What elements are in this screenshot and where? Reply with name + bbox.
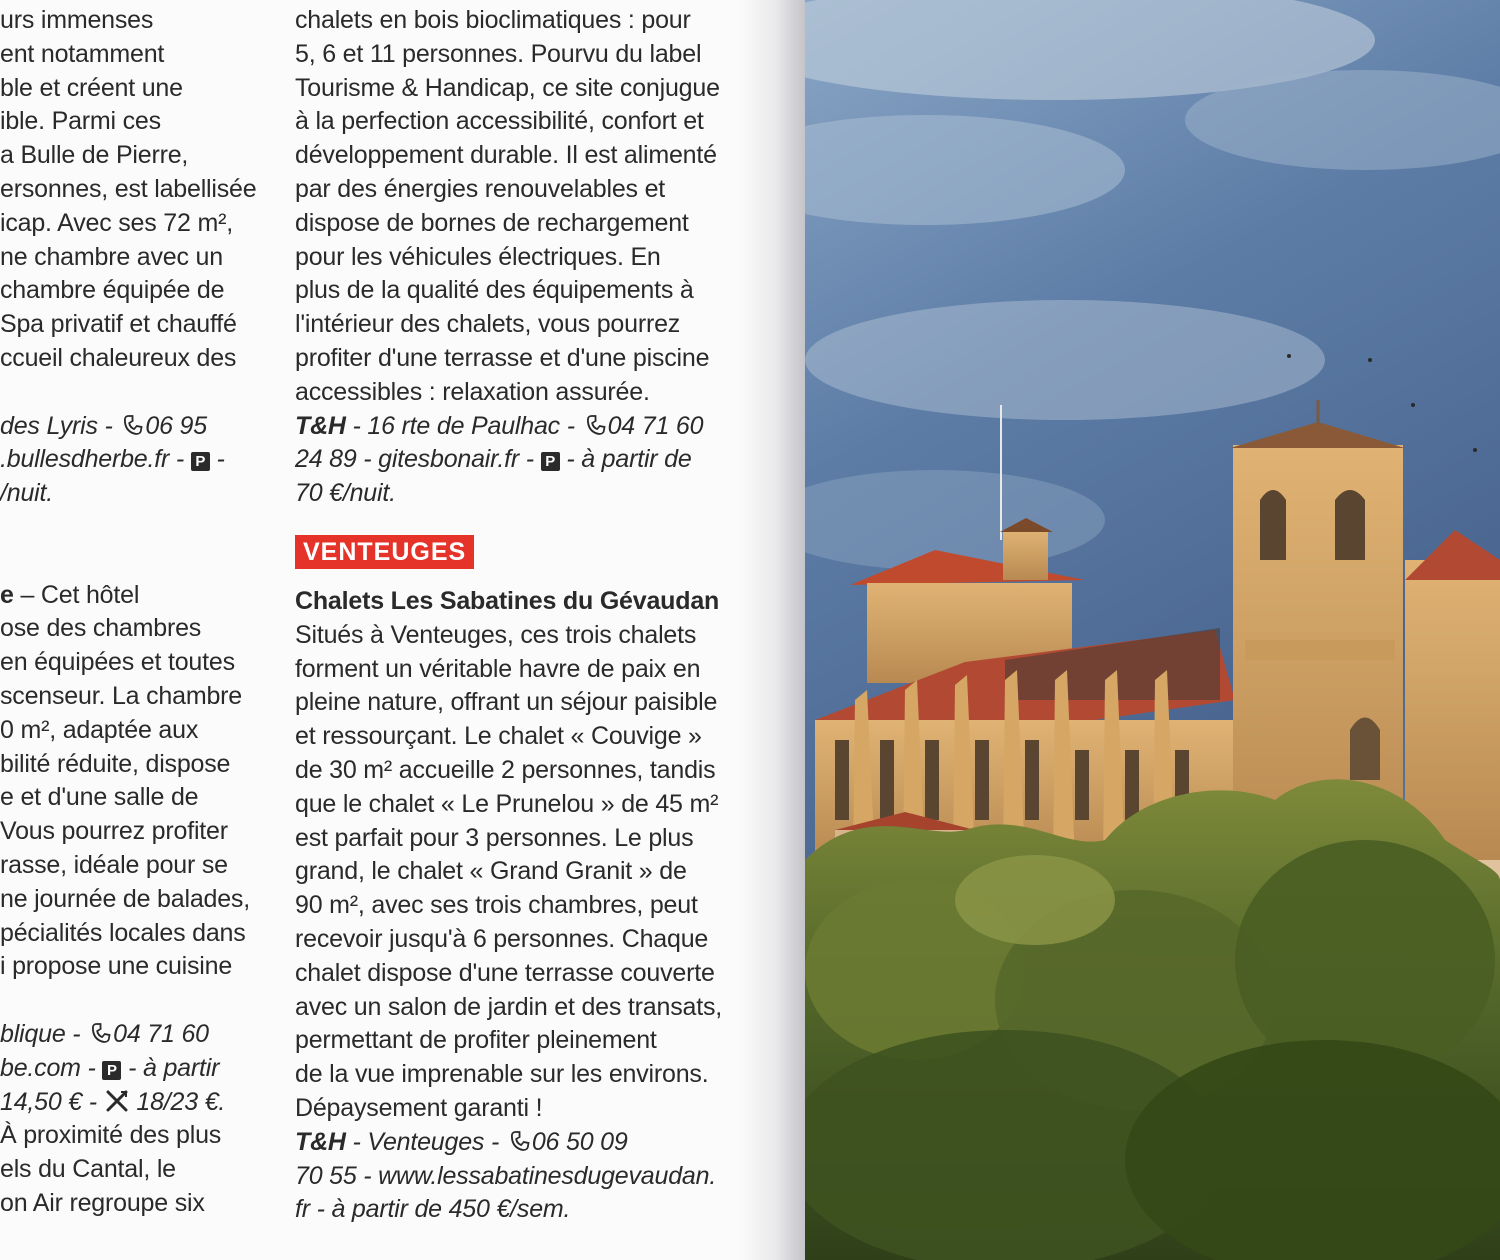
left-text-column xyxy=(0,4,270,1221)
text-line: Vous pourrez profiter xyxy=(0,817,228,846)
website-text: 24 89 - gitesbonair.fr - xyxy=(295,445,541,474)
text-line: rasse, idéale pour se xyxy=(0,850,228,879)
website-text: be.com - xyxy=(0,1053,103,1082)
text-line: ble et créent une xyxy=(0,73,183,102)
section-heading-wrap xyxy=(295,531,755,585)
price-line: fr - à partir de 450 €/sem. xyxy=(295,1195,571,1224)
tower-ledge xyxy=(1245,640,1395,660)
text-line: que le chalet « Le Prunelou » de 45 m² xyxy=(295,789,719,818)
phone-number: 06 95 xyxy=(145,411,207,440)
text-line: scenseur. La chambre xyxy=(0,681,242,710)
text-line: et ressourçant. Le chalet « Couvige » xyxy=(295,722,702,751)
parking-icon: P xyxy=(541,452,560,471)
text-line: Dépaysement garanti ! xyxy=(295,1093,543,1122)
contact-text: des Lyris - xyxy=(0,411,120,440)
text-line: bilité réduite, dispose xyxy=(0,749,231,778)
text-line: pleine nature, offrant un séjour paisible xyxy=(295,688,718,717)
text-line: de 30 m² accueille 2 personnes, tandis xyxy=(295,755,716,784)
text-line: 5, 6 et 11 personnes. Pourvu du label xyxy=(295,39,702,68)
text-line: plus de la qualité des équipements à xyxy=(295,276,694,305)
text-line: ent notamment xyxy=(0,39,165,68)
phone-icon xyxy=(582,413,608,437)
contact-text: - à partir xyxy=(121,1053,220,1082)
text-line: icap. Avec ses 72 m², xyxy=(0,208,233,237)
fork-knife-icon xyxy=(104,1089,130,1113)
photo-illustration xyxy=(805,0,1500,1260)
text-line: ne journée de balades, xyxy=(0,884,250,913)
price-line: 70 €/nuit. xyxy=(295,479,396,508)
belfry-window xyxy=(1260,490,1286,560)
text-line: ccueil chaleureux des xyxy=(0,343,237,372)
price-line: /nuit. xyxy=(0,479,53,508)
tree xyxy=(955,855,1115,945)
section-heading: VENTEUGES xyxy=(295,535,474,569)
cathedral-photo xyxy=(805,0,1500,1260)
contact-line xyxy=(295,410,755,444)
phone-icon xyxy=(506,1129,532,1153)
website-line: 70 55 - www.lessabatinesdugevaudan. xyxy=(295,1161,717,1190)
parking-icon: P xyxy=(191,452,210,471)
text-line: on Air regroupe six xyxy=(0,1188,205,1217)
text-line: els du Cantal, le xyxy=(0,1155,176,1184)
contact-line xyxy=(0,443,270,477)
phone-number: 04 71 60 xyxy=(113,1019,209,1048)
contact-line xyxy=(0,1052,270,1086)
text-line: grand, le chalet « Grand Granit » de xyxy=(295,857,687,886)
cloud xyxy=(805,300,1325,420)
phone-icon xyxy=(119,413,145,437)
transept-window xyxy=(1350,718,1380,781)
text-line: accessibles : relaxation assurée. xyxy=(295,377,650,406)
contact-text: - xyxy=(209,445,225,474)
website-text: .bullesdherbe.fr - xyxy=(0,445,191,474)
text-line: ne chambre avec un xyxy=(0,242,223,271)
text-line: chalets en bois bioclimatiques : pour xyxy=(295,6,691,34)
price-text: 18/23 €. xyxy=(129,1087,226,1116)
phone-number: 06 50 09 xyxy=(531,1127,628,1156)
parking-icon: P xyxy=(102,1061,121,1080)
price-line xyxy=(0,1086,270,1120)
right-text-column xyxy=(295,4,755,1227)
text-line: i propose une cuisine xyxy=(0,952,233,981)
text-line: pour les véhicules électriques. En xyxy=(295,242,661,271)
contact-line xyxy=(295,443,755,477)
price-text: - à partir de xyxy=(559,445,692,474)
text-line: de la vue imprenable sur les environs. xyxy=(295,1060,709,1089)
hotel-intro-line xyxy=(0,579,270,613)
label-th: T&H xyxy=(295,1127,346,1156)
text-line: est parfait pour 3 personnes. Le plus xyxy=(295,823,694,852)
hotel-name-fragment: e xyxy=(0,580,14,609)
contact-text: blique - xyxy=(0,1019,88,1048)
spacer xyxy=(0,511,270,545)
text-line: dispose de bornes de rechargement xyxy=(295,208,689,237)
text-line: Situés à Venteuges, ces trois chalets xyxy=(295,620,697,649)
text-line: profiter d'une terrasse et d'une piscine xyxy=(295,343,710,372)
text-line: pécialités locales dans xyxy=(0,918,246,947)
text-line: Tourisme & Handicap, ce site conjugue xyxy=(295,73,720,102)
text-line: à la perfection accessibilité, confort et xyxy=(295,107,704,136)
label-th: T&H xyxy=(295,411,346,440)
text-line: l'intérieur des chalets, vous pourrez xyxy=(295,310,681,339)
address-text: - 16 rte de Paulhac - xyxy=(345,411,582,440)
contact-line xyxy=(0,410,270,444)
text-line: ible. Parmi ces xyxy=(0,107,161,136)
text-line: a Bulle de Pierre, xyxy=(0,141,189,170)
text-line: chalet dispose d'une terrasse couverte xyxy=(295,958,715,987)
text-line: développement durable. Il est alimenté xyxy=(295,141,717,170)
text-line: Spa privatif et chauffé xyxy=(0,310,237,339)
text-line xyxy=(0,376,270,410)
text-line: À proximité des plus xyxy=(0,1121,222,1150)
contact-line xyxy=(0,1018,270,1052)
address-text: - Venteuges - xyxy=(345,1127,506,1156)
text-line: permettant de profiter pleinement xyxy=(295,1026,657,1055)
text-line: avec un salon de jardin et des transats, xyxy=(295,992,722,1021)
text-line: ose des chambres xyxy=(0,614,202,643)
text-line: par des énergies renouvelables et xyxy=(295,174,666,203)
listing-title: Chalets Les Sabatines du Gévaudan xyxy=(295,586,720,615)
text-line: recevoir jusqu'à 6 personnes. Chaque xyxy=(295,924,709,953)
text-line: chambre équipée de xyxy=(0,276,225,305)
text-line: urs immenses xyxy=(0,6,154,34)
phone-icon xyxy=(87,1021,113,1045)
text-line: 0 m², adaptée aux xyxy=(0,715,199,744)
text-fragment: – Cet hôtel xyxy=(13,580,140,609)
price-text: 14,50 € - xyxy=(0,1087,104,1116)
text-line: forment un véritable havre de paix en xyxy=(295,654,701,683)
text-line: ersonnes, est labellisée xyxy=(0,174,257,203)
contact-line xyxy=(295,1126,755,1160)
spacer xyxy=(0,545,270,579)
text-line: 90 m², avec ses trois chambres, peut xyxy=(295,891,698,920)
text-line: e et d'une salle de xyxy=(0,783,199,812)
spacer xyxy=(0,984,270,1018)
turret xyxy=(1003,530,1048,580)
phone-number: 04 71 60 xyxy=(607,411,704,440)
belfry-window xyxy=(1335,490,1365,560)
text-line: en équipées et toutes xyxy=(0,648,235,677)
